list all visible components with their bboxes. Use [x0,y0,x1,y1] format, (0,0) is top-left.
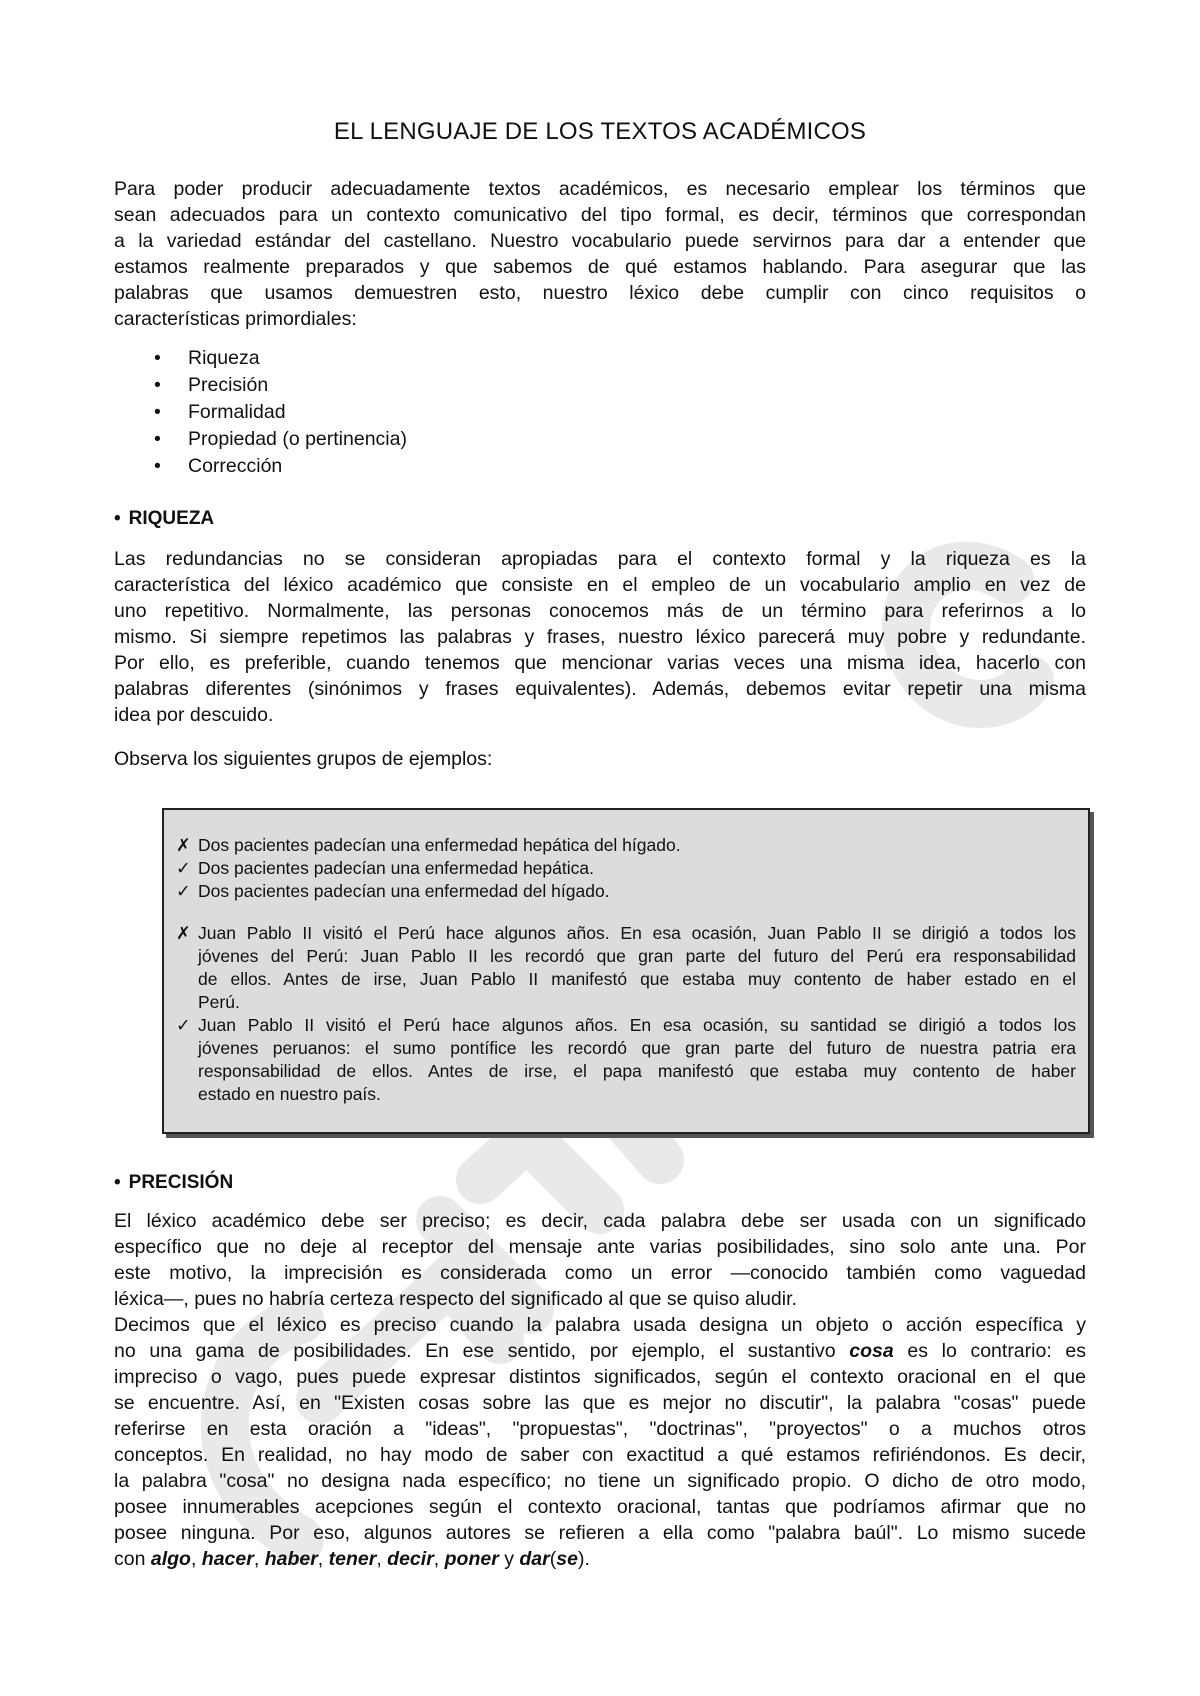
intro-line: sean adecuados para un contexto comunicativo del tipo formal, es decir, términos que correspondan [114,204,1086,226]
examples-group-2-right [176,1014,1076,1106]
examples-box [162,808,1090,1134]
requirement-item: • Precisión [114,372,407,399]
riqueza-line: Por ello, es preferible, cuando tenemos que mencionar varias veces una misma idea, hacerlo con [114,652,1086,674]
riqueza-line: palabras diferentes (sinónimos y frases equivalentes). Además, debemos evitar repetir una misma [114,678,1086,700]
riqueza-heading-label: RIQUEZA [128,508,215,529]
section-heading-precision: • PRECISIÓN [114,1172,234,1193]
section-heading-riqueza: • RIQUEZA [114,508,215,529]
example-line: ✗ Juan Pablo II visitó el Perú hace algunos años. En esa ocasión, Juan Pablo II se dirigió a todos los [176,923,1076,943]
intro-line: estamos realmente preparados y que sabemos de qué estamos hablando. Para asegurar que las [114,256,1086,278]
precision-heading-label: PRECISIÓN [128,1172,234,1193]
example-line: de ellos. Antes de irse, Juan Pablo II manifestó que estaba muy contento de haber estado en el [198,969,1076,989]
check-icon: ✓ [176,858,191,878]
p2-line: la palabra "cosa" no designa nada específico; no tiene un significado propio. O dicho de otro modo, [114,1470,1086,1492]
riqueza-line: Las redundancias no se consideran apropiadas para el contexto formal y la riqueza es la [114,548,1086,570]
example-line: jóvenes peruanos: el sumo pontífice les recordó que gran parte del futuro de nuestra patria era [198,1038,1076,1058]
check-icon: ✓ [176,881,191,901]
example-line: ✗ Dos pacientes padecían una enfermedad hepática del hígado. [176,835,681,855]
intro-paragraph [114,176,1086,332]
intro-line: Para poder producir adecuadamente textos académicos, es necesario emplear los términos que [114,178,1086,200]
p2-line: posee ninguna. Por eso, algunos autores se refieren a ella como "palabra baúl". Lo mismo sucede [114,1522,1086,1544]
riqueza-paragraph [114,546,1086,728]
precision-paragraph-2 [114,1312,1086,1572]
requirement-item: • Propiedad (o pertinencia) [114,426,407,453]
example-line: estado en nuestro país. [198,1084,381,1104]
p2-line: referirse en esta oración a "ideas", "propuestas", "doctrinas", "proyectos" o a muchos otros [114,1418,1086,1440]
observe-line [114,746,1086,772]
example-line: responsabilidad de ellos. Antes de irse, el papa manifestó que estaba muy contento de haber [198,1061,1076,1081]
riqueza-line: uno repetitivo. Normalmente, las personas conocemos más de un término para referirnos a lo [114,600,1086,622]
precision-paragraph-1 [114,1208,1086,1312]
precision-line: léxica—, pues no habría certeza respecto del significado al que se quiso aludir. [114,1288,797,1310]
p2-line: se encuentre. Así, en "Existen cosas sobre las que es mejor no discutir", la palabra "cosas" puede [114,1392,1086,1414]
p2-last-line: con algo, hacer, haber, tener, decir, poner y dar(se). [114,1548,590,1570]
p2-line-2: no una gama de posibilidades. En ese sentido, por ejemplo, el sustantivo cosa es lo contrario: es [114,1340,1086,1362]
p2-line: posee innumerables acepciones según el contexto oracional, tantas que podríamos afirmar que no [114,1496,1086,1518]
precision-line: El léxico académico debe ser preciso; es decir, cada palabra debe ser usada con un significado [114,1210,1086,1232]
examples-group-2-wrong [176,922,1076,1014]
document-title: EL LENGUAJE DE LOS TEXTOS ACADÉMICOS [333,118,867,145]
requirement-item: • Formalidad [114,399,407,426]
intro-line: características primordiales: [114,308,357,330]
intro-line: a la variedad estándar del castellano. Nuestro vocabulario puede servirnos para dar a entender que [114,230,1086,252]
examples-group-1 [176,834,1076,903]
intro-line: palabras que usamos demuestren esto, nuestro léxico debe cumplir con cinco requisitos o [114,282,1086,304]
riqueza-line: idea por descuido. [114,704,274,726]
p2-line: conceptos. En realidad, no hay modo de saber con exactitud a qué estamos refiriéndonos. Es decir, [114,1444,1086,1466]
example-line: ✓ Dos pacientes padecían una enfermedad hepática. [176,858,594,878]
requirements-list [114,345,407,480]
example-line: ✓ Juan Pablo II visitó el Perú hace algunos años. En esa ocasión, su santidad se dirigió a todos los [176,1015,1076,1035]
precision-line: específico que no deje al receptor del mensaje ante varias posibilidades, sino solo ante una. Por [114,1236,1086,1258]
riqueza-line: característica del léxico académico que consiste en el empleo de un vocabulario amplio en vez de [114,574,1086,596]
keyword-cosa: cosa [849,1340,894,1362]
riqueza-line: mismo. Si siempre repetimos las palabras y frases, nuestro léxico parecerá muy pobre y redundante. [114,626,1086,648]
example-line: jóvenes del Perú: Juan Pablo II les recordó que gran parte del futuro del Perú era responsabilidad [198,946,1076,966]
cross-icon: ✗ [176,835,191,855]
example-line: ✓ Dos pacientes padecían una enfermedad del hígado. [176,881,610,901]
observe-text: Observa los siguientes grupos de ejemplos: [114,748,493,770]
example-line: Perú. [198,992,240,1012]
p2-line: impreciso o vago, pues puede expresar distintos significados, según el contexto oracional en el que [114,1366,1086,1388]
p2-line-1: Decimos que el léxico es preciso cuando la palabra usada designa un objeto o acción específica y [114,1314,1086,1336]
check-icon: ✓ [176,1015,191,1035]
requirement-item: • Corrección [114,453,407,480]
precision-line: este motivo, la imprecisión es considerada como un error —conocido también como vaguedad [114,1262,1086,1284]
requirement-item: • Riqueza [114,345,407,372]
cross-icon: ✗ [176,923,191,943]
